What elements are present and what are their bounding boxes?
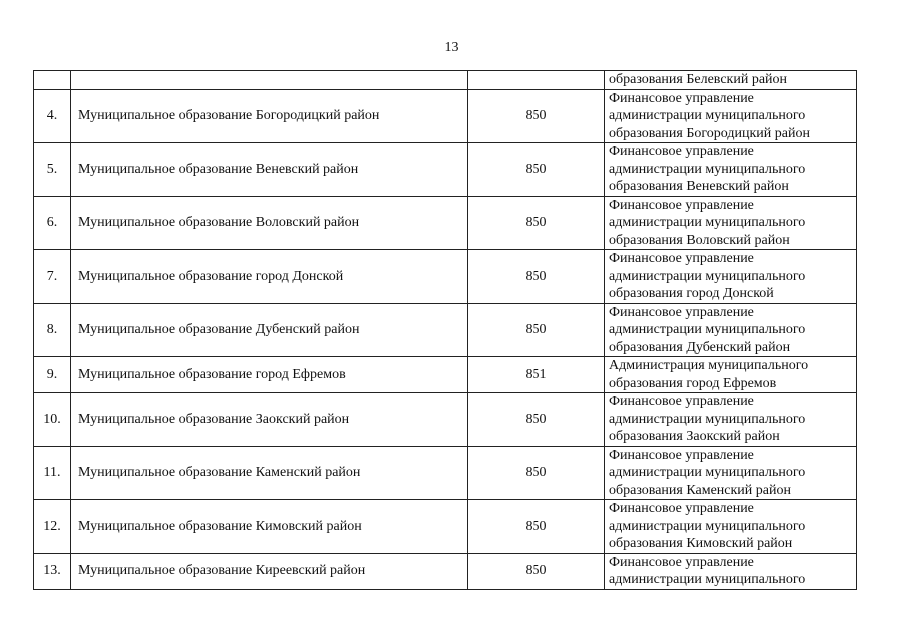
municipality-name: Муниципальное образование Богородицкий район: [71, 89, 468, 143]
org-cell: [605, 89, 857, 143]
page-number: 13: [444, 40, 459, 55]
org-line: образования Кимовский район: [609, 536, 793, 551]
table-row: [34, 553, 857, 589]
org-line: администрации муниципального: [609, 322, 806, 337]
row-number: 12.: [34, 500, 71, 554]
org-cell: [605, 71, 857, 90]
budget-code: 850: [468, 393, 605, 447]
municipal-table: [33, 70, 857, 590]
org-line: Финансовое управление: [609, 501, 754, 516]
org-line: Финансовое управление: [609, 554, 754, 570]
municipality-name: Муниципальное образование город Ефремов: [71, 357, 468, 393]
row-number: 9.: [34, 357, 71, 393]
budget-code: 850: [468, 250, 605, 304]
empty-cell: [34, 71, 71, 90]
org-line: администрации муниципального: [609, 215, 806, 230]
org-cell: [605, 143, 857, 197]
row-number: 11.: [34, 446, 71, 500]
org-line: Финансовое управление: [609, 394, 754, 409]
row-number: 8.: [34, 303, 71, 357]
municipality-name: Муниципальное образование Киреевский район: [71, 553, 468, 589]
org-line: администрации муниципального: [609, 572, 806, 587]
table-row: [34, 143, 857, 197]
table-row: [34, 446, 857, 500]
org-line: Финансовое управление: [609, 144, 754, 159]
municipality-name: Муниципальное образование Кимовский район: [71, 500, 468, 554]
org-line: образования Богородицкий район: [609, 125, 810, 141]
municipality-name: Муниципальное образование Каменский район: [71, 446, 468, 500]
org-line: Финансовое управление: [609, 90, 754, 106]
table-body: [34, 71, 857, 590]
org-cell: [605, 196, 857, 250]
org-cell: [605, 303, 857, 357]
org-cell: [605, 446, 857, 500]
municipality-name: Муниципальное образование Веневский район: [71, 143, 468, 197]
table-row: [34, 357, 857, 393]
org-cell: [605, 250, 857, 304]
row-number: 4.: [34, 89, 71, 143]
budget-code: 850: [468, 89, 605, 143]
empty-cell: [71, 71, 468, 90]
org-line: администрации муниципального: [609, 411, 806, 427]
municipality-name: Муниципальное образование Воловский район: [71, 196, 468, 250]
budget-code: 850: [468, 303, 605, 357]
budget-code: 850: [468, 196, 605, 250]
table-row: [34, 250, 857, 304]
org-line: Финансовое управление: [609, 304, 754, 320]
org-cell: [605, 553, 857, 589]
budget-code: 850: [468, 143, 605, 197]
table-row: [34, 196, 857, 250]
budget-code: 850: [468, 500, 605, 554]
org-line: Финансовое управление: [609, 197, 754, 213]
org-cell: [605, 357, 857, 393]
org-line: Финансовое управление: [609, 447, 754, 463]
org-line: администрации муниципального: [609, 108, 806, 123]
municipality-name: Муниципальное образование Дубенский район: [71, 303, 468, 357]
org-line: администрации муниципального: [609, 161, 806, 177]
org-line: Финансовое управление: [609, 251, 754, 266]
table-row: [34, 393, 857, 447]
table-row-continuation: [34, 71, 857, 90]
municipality-name: Муниципальное образование Заокский район: [71, 393, 468, 447]
row-number: 10.: [34, 393, 71, 447]
budget-code: 850: [468, 553, 605, 589]
org-line: Администрация муниципального: [609, 358, 809, 373]
org-line: образования город Донской: [609, 286, 774, 301]
org-line: образования Воловский район: [609, 232, 790, 248]
org-line: администрации муниципального: [609, 268, 806, 284]
table-row: [34, 500, 857, 554]
org-line: образования город Ефремов: [609, 375, 777, 391]
row-number: 7.: [34, 250, 71, 304]
org-line: администрации муниципального: [609, 465, 806, 480]
empty-cell: [468, 71, 605, 90]
org-line: образования Веневский район: [609, 179, 789, 194]
table-row: [34, 89, 857, 143]
org-line: образования Дубенский район: [609, 339, 791, 355]
budget-code: 850: [468, 446, 605, 500]
org-cell: [605, 500, 857, 554]
org-line: администрации муниципального: [609, 518, 806, 534]
row-number: 5.: [34, 143, 71, 197]
org-cell: [605, 393, 857, 447]
org-line: образования Белевский район: [609, 72, 788, 87]
row-number: 13.: [34, 553, 71, 589]
table-row: [34, 303, 857, 357]
municipality-name: Муниципальное образование город Донской: [71, 250, 468, 304]
budget-code: 851: [468, 357, 605, 393]
row-number: 6.: [34, 196, 71, 250]
org-line: образования Каменский район: [609, 482, 791, 498]
org-line: образования Заокский район: [609, 429, 780, 444]
